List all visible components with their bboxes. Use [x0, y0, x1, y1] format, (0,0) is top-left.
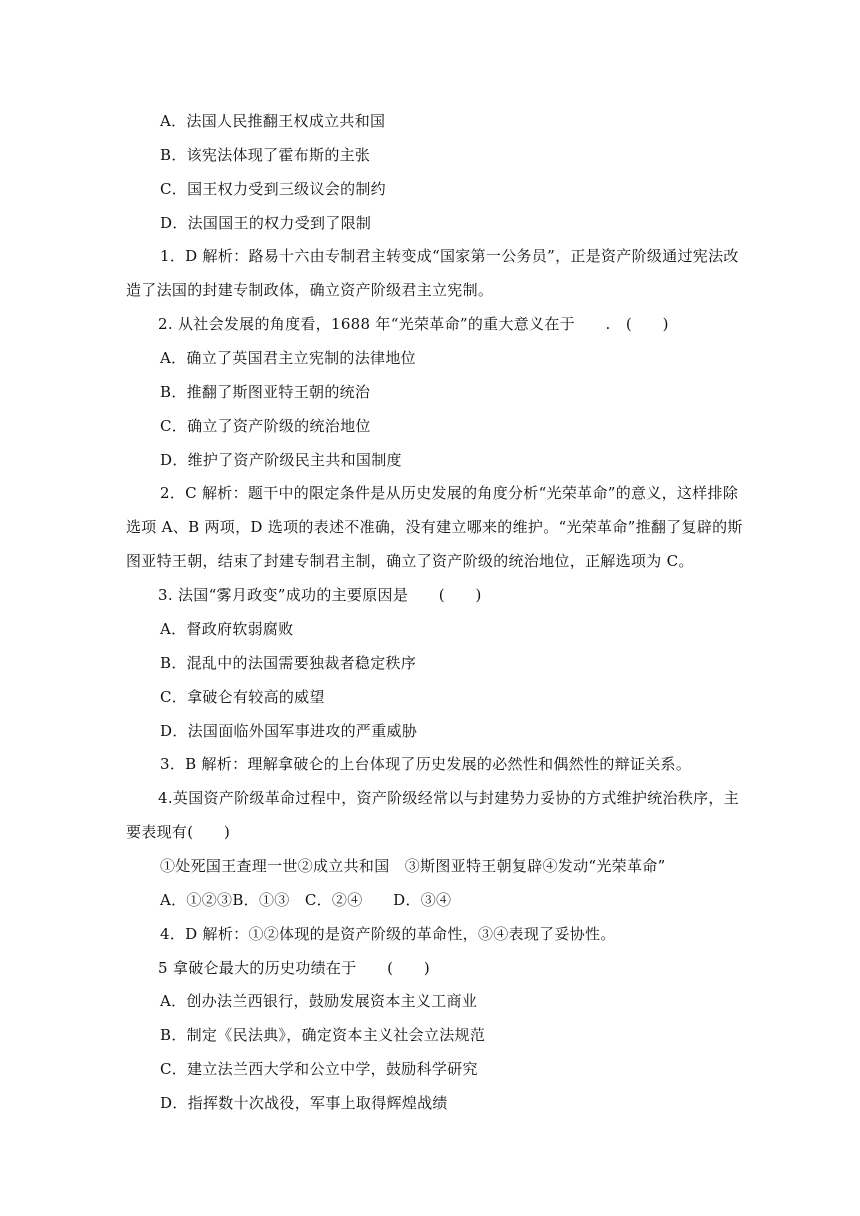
q3-option-d: D．法国面临外国军事进攻的严重威胁	[160, 722, 418, 740]
q2-option-a: A．确立了英国君主立宪制的法律地位	[160, 349, 416, 367]
q4-explanation: 4．D 解析：①②体现的是资产阶级的革命性，③④表现了妥协性。	[160, 925, 616, 943]
q2-option-b: B．推翻了斯图亚特王朝的统治	[160, 383, 371, 401]
q5-option-c: C．建立法兰西大学和公立中学，鼓励科学研究	[160, 1060, 478, 1078]
q5-option-a: A．创办法兰西银行，鼓励发展资本主义工商业	[160, 992, 478, 1010]
q3-explanation: 3．B 解析：理解拿破仑的上台体现了历史发展的必然性和偶然性的辩证关系。	[160, 755, 692, 773]
q4-question-line-1: 4.英国资产阶级革命过程中，资产阶级经常以与封建势力妥协的方式维护统治秩序，主	[158, 789, 740, 807]
q4-question-line-2: 要表现有( )	[126, 823, 231, 841]
q2-explanation-line-2: 选项 A、B 两项，D 选项的表述不准确，没有建立哪来的维护。“光荣革命”推翻了复辟的斯	[126, 518, 743, 536]
q1-option-b: B．该宪法体现了霍布斯的主张	[160, 146, 371, 164]
q1-explanation-line-2: 造了法国的封建专制政体，确立资产阶级君主立宪制。	[126, 281, 494, 299]
q3-question: 3. 法国“雾月政变”成功的主要原因是 ( )	[158, 586, 482, 604]
q2-explanation-line-1: 2．C 解析：题干中的限定条件是从历史发展的角度分析“光荣革命”的意义，这样排除	[160, 484, 739, 502]
q3-option-b: B．混乱中的法国需要独裁者稳定秩序	[160, 654, 417, 672]
q4-options: A．①②③B．①③ C．②④ D．③④	[160, 891, 452, 909]
q2-question: 2. 从社会发展的角度看，1688 年“光荣革命”的重大意义在于 . ( )	[158, 315, 669, 333]
q3-option-a: A．督政府软弱腐败	[160, 620, 294, 638]
q1-explanation-line-1: 1．D 解析：路易十六由专制君主转变成“国家第一公务员”，正是资产阶级通过宪法改	[160, 247, 739, 265]
q1-option-c: C．国王权力受到三级议会的制约	[160, 180, 386, 198]
q2-option-c: C．确立了资产阶级的统治地位	[160, 417, 371, 435]
q5-option-b: B．制定《民法典》，确定资本主义社会立法规范	[160, 1026, 486, 1044]
q2-option-d: D．维护了资产阶级民主共和国制度	[160, 451, 402, 469]
q1-option-a: A．法国人民推翻王权成立共和国	[160, 112, 386, 130]
q3-option-c: C．拿破仑有较高的威望	[160, 688, 325, 706]
q1-option-d: D．法国国王的权力受到了限制	[160, 214, 372, 232]
q2-explanation-line-3: 图亚特王朝，结束了封建专制君主制，确立了资产阶级的统治地位，正解选项为 C。	[126, 552, 694, 570]
q4-statements: ①处死国王查理一世②成立共和国 ③斯图亚特王朝复辟④发动“光荣革命”	[160, 857, 666, 875]
q5-option-d: D．指挥数十次战役，军事上取得辉煌战绩	[160, 1094, 448, 1112]
q5-question: 5 拿破仑最大的历史功绩在于 ( )	[158, 959, 431, 977]
